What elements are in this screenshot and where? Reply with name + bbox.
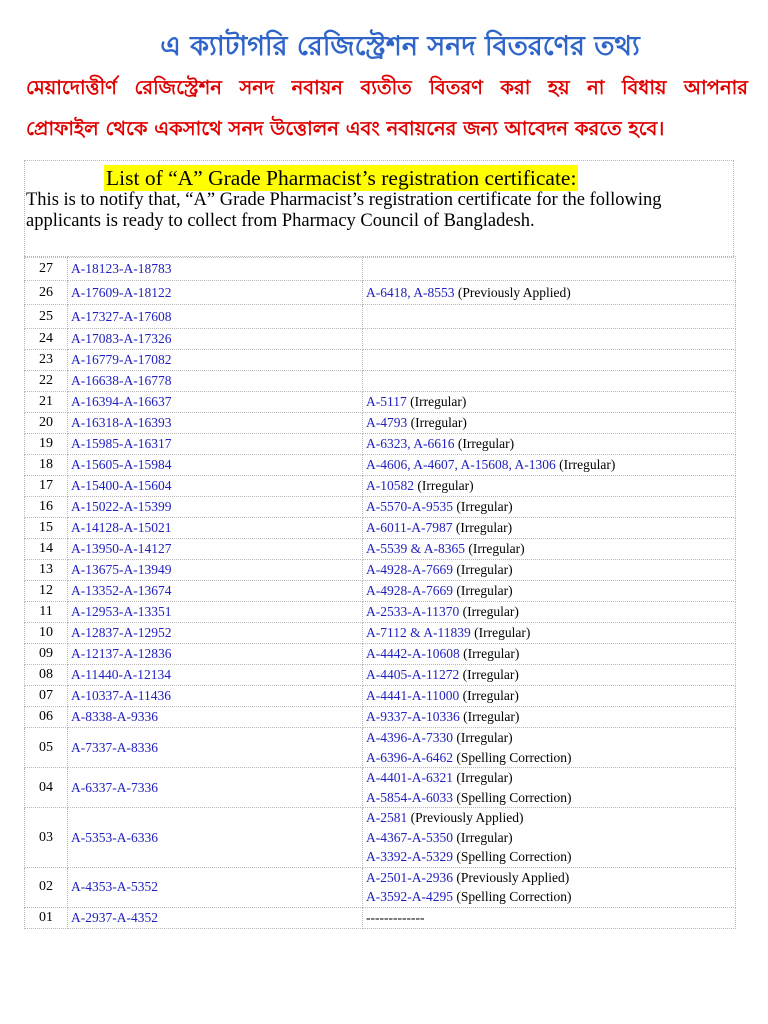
row-number: 01 [25,907,68,928]
remarks-cell [363,413,736,434]
bangla-notice-line-1 [26,74,748,106]
registration-range: A-14128-A-15021 [68,518,363,539]
registration-range: A-16318-A-16393 [68,413,363,434]
notice-word: নবায়ন [291,76,343,99]
remarks-cell [363,867,736,907]
remark-status: ------------- [366,909,425,925]
row-number: 21 [25,392,68,413]
remark-status: (Previously Applied) [454,284,571,300]
row-number: 07 [25,686,68,707]
remark-line [366,665,732,685]
table-row [25,329,736,350]
row-number: 27 [25,257,68,281]
table-row [25,257,736,281]
remark-status: (Irregular) [454,436,515,452]
remark-status: (Irregular) [555,457,616,473]
registration-range: A-15022-A-15399 [68,497,363,518]
remark-status: (Irregular) [453,583,513,599]
table-row [25,413,736,434]
registration-range: A-16394-A-16637 [68,392,363,413]
table-row [25,581,736,602]
table-row [25,907,736,928]
registration-range: A-16779-A-17082 [68,350,363,371]
row-number: 08 [25,665,68,686]
remark-status: (Previously Applied) [407,810,524,825]
remark-line [366,644,732,664]
registration-range: A-7337-A-8336 [68,728,363,768]
row-number: 16 [25,497,68,518]
remark-status: (Spelling Correction) [453,749,572,765]
remarks-cell [363,476,736,497]
remark-status: (Spelling Correction) [453,789,572,805]
table-row [25,602,736,623]
remarks-cell [363,305,736,329]
remark-codes: A-7112 & A-11839 [366,625,471,641]
remarks-cell [363,329,736,350]
remark-line [366,768,732,788]
registration-range: A-10337-A-11436 [68,686,363,707]
row-number: 25 [25,305,68,329]
remarks-cell [363,728,736,768]
registration-range: A-11440-A-12134 [68,665,363,686]
notice-word: করা [500,76,531,99]
row-number: 14 [25,539,68,560]
remark-status: (Irregular) [452,520,513,536]
row-number: 13 [25,560,68,581]
registration-range: A-12837-A-12952 [68,623,363,644]
registration-range: A-15605-A-15984 [68,455,363,476]
remarks-cell [363,768,736,808]
row-number: 18 [25,455,68,476]
remark-codes: A-9337-A-10336 [366,709,460,725]
remarks-cell [363,257,736,281]
row-number: 19 [25,434,68,455]
remark-status: (Irregular) [453,499,513,515]
remark-codes: A-4606, A-4607, A-15608, A-1306 [366,457,556,473]
notice-word: ব্যতীত [360,76,412,99]
remark-line [366,560,732,580]
remarks-cell [363,518,736,539]
remark-status: (Irregular) [459,646,520,662]
remark-codes: A-4928-A-7669 [366,583,453,599]
remarks-cell [363,707,736,728]
remark-line [366,686,732,706]
row-number: 04 [25,768,68,808]
notice-word: বিতরণ [429,76,483,99]
table-row [25,560,736,581]
registration-range: A-17327-A-17608 [68,305,363,329]
notice-word: হয় [547,76,570,99]
remark-line [366,602,732,622]
remark-codes: A-6396-A-6462 [366,749,453,765]
registration-range: A-4353-A-5352 [68,867,363,907]
registration-range: A-5353-A-6336 [68,808,363,868]
registration-range: A-12137-A-12836 [68,644,363,665]
row-number: 06 [25,707,68,728]
table-row [25,867,736,907]
remark-codes: A-4367-A-5350 [366,829,453,845]
remark-codes: A-4793 [366,415,408,431]
registration-range: A-13675-A-13949 [68,560,363,581]
remarks-cell [363,281,736,305]
remarks-cell [363,644,736,665]
row-number: 15 [25,518,68,539]
registration-range: A-17083-A-17326 [68,329,363,350]
table-row [25,434,736,455]
table-row [25,808,736,868]
registration-range: A-12953-A-13351 [68,602,363,623]
remark-line [366,808,732,828]
row-number: 02 [25,867,68,907]
remark-line [366,518,732,538]
table-row [25,623,736,644]
table-row [25,728,736,768]
remark-line [366,283,732,303]
remark-status: (Irregular) [470,625,531,641]
remark-status: (Irregular) [414,478,474,494]
row-number: 10 [25,623,68,644]
intro-text: This is to notify that, “A” Grade Pharmacist’s registration certificate for the following applicants is ready to collect from Pharmacy Council of Bangladesh. [26,190,662,231]
remark-line [366,908,732,928]
remark-line [366,728,732,748]
remark-line [366,455,732,475]
notice-word: না [587,76,605,99]
table-row [25,497,736,518]
remarks-cell [363,602,736,623]
row-number: 05 [25,728,68,768]
remark-codes: A-6323, A-6616 [366,436,455,452]
remark-status: (Irregular) [459,688,519,704]
notice-word: আপনার [683,76,748,99]
registration-range: A-15985-A-16317 [68,434,363,455]
remarks-cell [363,539,736,560]
remark-status: (Irregular) [459,667,519,683]
remarks-cell [363,497,736,518]
remarks-cell [363,371,736,392]
remark-status: (Irregular) [453,829,513,845]
remarks-cell [363,665,736,686]
remark-codes: A-6011-A-7987 [366,520,453,536]
table-row [25,644,736,665]
table-row [25,476,736,497]
remark-codes: A-4405-A-11272 [366,667,460,683]
remark-codes: A-6418, A-8553 [366,284,455,300]
row-number: 11 [25,602,68,623]
remark-line [366,434,732,454]
remark-codes: A-4396-A-7330 [366,730,453,745]
table-row [25,539,736,560]
remarks-cell [363,455,736,476]
registration-range: A-15400-A-15604 [68,476,363,497]
row-number: 20 [25,413,68,434]
remark-codes: A-5854-A-6033 [366,789,453,805]
remark-status: (Irregular) [453,770,513,785]
row-number: 24 [25,329,68,350]
table-row [25,281,736,305]
notice-word: মেয়াদোত্তীর্ণ [26,76,117,99]
registration-range: A-2937-A-4352 [68,907,363,928]
table-row [25,686,736,707]
bangla-notice-line-2: প্রোফাইল থেকে একসাথে সনদ উত্তোলন এবং নবায়নের জন্য আবেদন করতে হবে। [26,117,665,140]
row-number: 23 [25,350,68,371]
row-number: 09 [25,644,68,665]
table-row [25,707,736,728]
remark-line [366,868,732,888]
registration-range: A-17609-A-18122 [68,281,363,305]
table-row [25,768,736,808]
remark-line [366,707,732,727]
remark-codes: A-4401-A-6321 [366,770,453,785]
notice-word: সনদ [239,76,275,99]
remark-status: (Spelling Correction) [453,889,572,904]
remark-codes: A-3392-A-5329 [366,849,453,864]
remark-codes: A-4928-A-7669 [366,562,453,578]
remark-line [366,623,732,643]
list-title: List of “A” Grade Pharmacist’s registration certificate: [106,166,577,190]
table-row [25,371,736,392]
registration-range: A-18123-A-18783 [68,257,363,281]
remarks-cell [363,434,736,455]
remark-status: (Irregular) [459,709,520,725]
remarks-cell [363,808,736,868]
remark-line [366,476,732,496]
remark-status: (Irregular) [407,415,467,431]
remark-line [366,581,732,601]
remark-line [366,887,732,907]
remark-status: (Previously Applied) [453,869,570,885]
table-row [25,518,736,539]
remark-line [366,539,732,559]
row-number: 26 [25,281,68,305]
remark-codes: A-2581 [366,810,408,825]
remark-codes: A-5117 [366,394,407,410]
remarks-cell [363,623,736,644]
remark-line [366,847,732,867]
remark-line [366,497,732,517]
remarks-cell [363,560,736,581]
registration-range: A-6337-A-7336 [68,768,363,808]
remark-codes: A-5570-A-9535 [366,499,453,515]
bangla-title: এ ক্যাটাগরি রেজিস্ট্রেশন সনদ বিতরণের তথ্য [160,31,640,62]
remarks-cell [363,907,736,928]
row-number: 12 [25,581,68,602]
registration-range: A-8338-A-9336 [68,707,363,728]
remark-status: (Irregular) [465,541,525,557]
remark-status: (Irregular) [406,394,467,410]
remark-line [366,788,732,808]
table-row [25,350,736,371]
notice-word: রেজিস্ট্রেশন [134,76,222,99]
remarks-cell [363,392,736,413]
remark-status: (Irregular) [453,562,513,578]
remark-codes: A-5539 & A-8365 [366,541,465,557]
remark-codes: A-4442-A-10608 [366,646,460,662]
remark-line [366,748,732,768]
table-row [25,455,736,476]
remark-status: (Irregular) [459,604,519,620]
registration-range: A-13352-A-13674 [68,581,363,602]
notice-word: বিধায় [621,76,667,99]
remark-line [366,413,732,433]
row-number: 17 [25,476,68,497]
table-row [25,305,736,329]
remark-status: (Irregular) [453,730,513,745]
remarks-cell [363,350,736,371]
remark-status: (Spelling Correction) [453,849,572,864]
table-row [25,392,736,413]
remark-codes: A-10582 [366,478,414,494]
registration-range: A-16638-A-16778 [68,371,363,392]
table-row [25,665,736,686]
remark-codes: A-2533-A-11370 [366,604,460,620]
certificate-table [24,256,736,929]
remark-codes: A-4441-A-11000 [366,688,460,704]
remark-codes: A-2501-A-2936 [366,869,453,885]
remarks-cell [363,686,736,707]
remark-line [366,828,732,848]
row-number: 03 [25,808,68,868]
remarks-cell [363,581,736,602]
remark-line [366,392,732,412]
registration-range: A-13950-A-14127 [68,539,363,560]
remark-codes: A-3592-A-4295 [366,889,453,904]
row-number: 22 [25,371,68,392]
